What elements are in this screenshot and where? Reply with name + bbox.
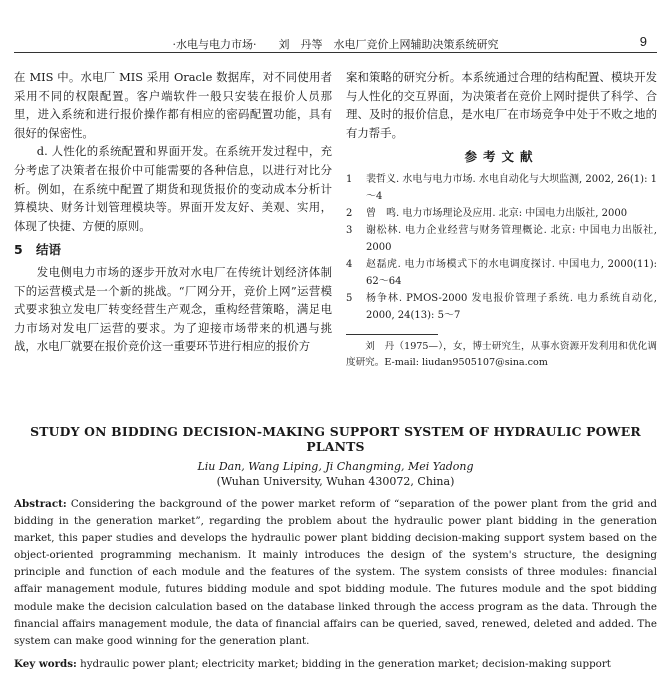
reference-item (346, 205, 657, 222)
reference-text: 谢松林. 电力企业经营与财务管理概论. 北京: 中国电力出版社, 2000 (366, 224, 657, 253)
section-number: 5 (14, 242, 23, 258)
keywords-text: hydraulic power plant; electricity market; bidding in the generation market; decision-making support (76, 657, 611, 670)
left-column (14, 68, 332, 356)
reference-text: 裴哲义. 水电与电力市场. 水电自动化与大坝监测, 2002, 26(1): 1～4 (366, 173, 657, 202)
footnote-rule (346, 334, 438, 335)
body-paragraph-d: d. 人性化的系统配置和界面开发。在系统开发过程中，充分考虑了决策者在报价中可能需要的各种信息，以进行对比分析。例如，在系统中配置了期货和现货报价的变动成本分析计算模块、财务计划管理模块等。界面开发友好、美观、实用，体现了快捷、方便的原则。 (14, 144, 332, 233)
body-paragraph-continued-right: 案和策略的研究分析。本系统通过合理的结构配置、模块开发与人性化的交互界面，为决策者在竞价上网时提供了科学、合理、及时的报价信息，是水电厂在市场竞争中处于不败之地的有力帮手。 (346, 70, 657, 140)
conclusion-paragraph: 发电侧电力市场的逐步开放对水电厂在传统计划经济体制下的运营模式是一个新的挑战。“厂网分开，竞价上网”运营模式要求独立发电厂转变经营生产观念，重构经营策略，满足电力市场对发电厂运营的要求。为了迎接市场带来的机遇与挑战，水电厂就要在报价竞价这一重要环节进行相应的报价方 (14, 264, 332, 354)
abstract-label: Abstract: (14, 498, 67, 510)
english-title: STUDY ON BIDDING DECISION-MAKING SUPPORT SYSTEM OF HYDRAULIC POWER PLANTS (30, 424, 641, 454)
reference-item (346, 290, 657, 324)
reference-item (346, 171, 657, 205)
keywords-label: Key words: (14, 657, 77, 670)
reference-text: 杨争林. PMOS-2000 发电报价管理子系统. 电力系统自动化, 2000, 24(13): 5～7 (366, 292, 657, 321)
running-header (14, 34, 657, 53)
english-keywords (14, 656, 657, 673)
reference-number: 5 (346, 292, 353, 304)
reference-item (346, 222, 657, 256)
reference-number: 2 (346, 207, 353, 219)
english-abstract (14, 496, 657, 650)
english-abstract-block (14, 424, 657, 673)
right-column (346, 68, 657, 371)
english-authors: Liu Dan, Wang Liping, Ji Changming, Mei Yadong (197, 460, 474, 473)
reference-list (346, 171, 657, 324)
english-affiliation: (Wuhan University, Wuhan 430072, China) (216, 475, 455, 488)
reference-text: 赵磊虎. 电力市场模式下的水电调度探讨. 中国电力, 2000(11): 62～64 (366, 258, 657, 287)
references-heading: 参考文献 (464, 149, 539, 165)
reference-number: 3 (346, 224, 353, 236)
body-paragraph-continued: 在 MIS 中。水电厂 MIS 采用 Oracle 数据库，对不同使用者采用不同的权限配置。客户端软件一般只安装在报价人员那里，进入系统和进行报价操作都有相应的密码配置功能，具有很好的保密性。 (14, 70, 332, 140)
author-footnote: 刘 丹（1975—），女，博士研究生，从事水资源开发利用和优化调度研究。E-mail: liudan9505107@sina.com (346, 340, 657, 368)
reference-text: 曾 鸣. 电力市场理论及应用. 北京: 中国电力出版社, 2000 (366, 207, 628, 219)
abstract-text: Considering the background of the power market reform of “separation of the power plant from the grid and bidding in the generation market”, regarding the problem about the hydraulic power plant bidding in the generation market, this paper studies and develops the hydraulic power plant bidding decision-making support system based on the object-oriented programming mechanism. It mainly introduces the design of the system's structure, the designing principle and function of each module and the features of the system. The system consists of three modules: financial affair management module, futures bidding module and spot bidding module. The futures module and the spot bidding module make the decision calculation based on the database linked through the access program as the data. Through the financial affairs management module, the data of financial affairs can be queried, saved, renewed, deleted and added. The system can make good winning for the generation plant. (14, 498, 657, 647)
running-title: ·水电与电力市场· 刘 丹等 水电厂竞价上网辅助决策系统研究 (172, 38, 499, 51)
section-title: 结语 (36, 242, 62, 258)
page-number: 9 (639, 34, 647, 49)
section-heading (14, 241, 332, 260)
reference-number: 1 (346, 173, 353, 185)
reference-item (346, 256, 657, 290)
reference-number: 4 (346, 258, 353, 270)
